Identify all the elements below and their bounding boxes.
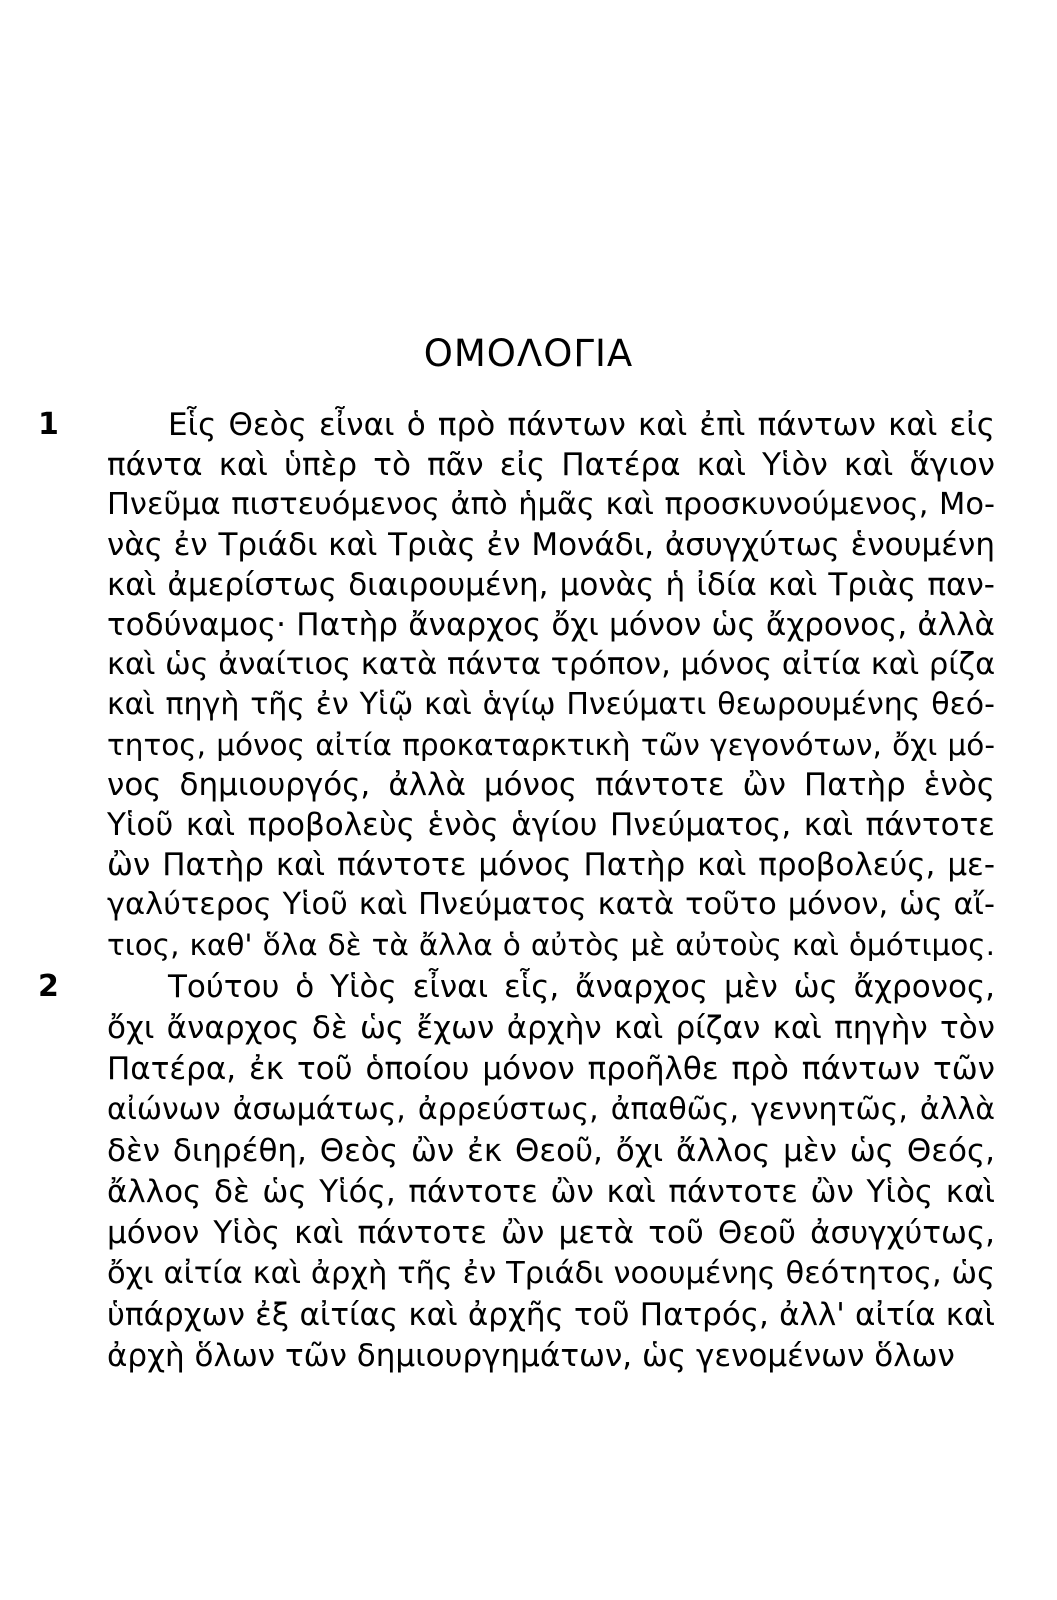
text-line: δὲν διηρέθη, Θεὸς ὢν ἐκ Θεοῦ, ὄχι ἄλλος μὲν ὡς Θεός, — [107, 1133, 995, 1169]
text-line: Τούτου ὁ Υἱὸς εἶναι εἷς, ἄναρχος μὲν ὡς ἄχρονος, — [168, 969, 995, 1005]
text-line: Υἱοῦ καὶ προβολεὺς ἑνὸς ἁγίου Πνεύματος, καὶ πάντοτε — [107, 807, 995, 843]
text-line: νος δημιουργός, ἀλλὰ μόνος πάντοτε ὢν Πατὴρ ἑνὸς — [107, 767, 995, 803]
text-line: Πνεῦμα πιστευόμενος ἀπὸ ἡμᾶς καὶ προσκυνούμενος, Μο- — [107, 487, 995, 522]
text-line: ὢν Πατὴρ καὶ πάντοτε μόνος Πατὴρ καὶ προβολεύς, με- — [107, 847, 995, 883]
text-line: ὄχι αἰτία καὶ ἀρχὴ τῆς ἐν Τριάδι νοουμένης θεότητος, ὡς — [107, 1256, 995, 1291]
text-line: τιος, καθ' ὅλα δὲ τὰ ἄλλα ὁ αὐτὸς μὲ αὐτοὺς καὶ ὁμότιμος. — [107, 928, 995, 962]
text-line: αἰώνων ἀσωμάτως, ἀρρεύστως, ἀπαθῶς, γεννητῶς, ἀλλὰ — [107, 1092, 995, 1127]
text-line: τητος, μόνος αἰτία προκαταρκτικὴ τῶν γεγονότων, ὄχι μό- — [107, 728, 995, 762]
text-line: γαλύτερος Υἱοῦ καὶ Πνεύματος κατὰ τοῦτο μόνον, ὡς αἴ- — [107, 887, 995, 922]
text-line: Πατέρα, ἐκ τοῦ ὁποίου μόνον προῆλθε πρὸ πάντων τῶν — [107, 1051, 995, 1087]
text-line: πάντα καὶ ὑπὲρ τὸ πᾶν εἰς Πατέρα καὶ Υἱὸν καὶ ἅγιον — [107, 447, 995, 483]
text-line: Εἷς Θεὸς εἶναι ὁ πρὸ πάντων καὶ ἐπὶ πάντων καὶ εἰς — [168, 407, 995, 443]
text-line: νὰς ἐν Τριάδι καὶ Τριὰς ἐν Μονάδι, ἀσυγχύτως ἑνουμένη — [107, 527, 995, 563]
text-line: καὶ ὡς ἀναίτιος κατὰ πάντα τρόπον, μόνος αἰτία καὶ ρίζα — [107, 647, 996, 682]
paragraph-number: 2 — [38, 969, 59, 1004]
text-line: καὶ πηγὴ τῆς ἐν Υἱῷ καὶ ἁγίῳ Πνεύματι θεωρουμένης θεό- — [107, 687, 995, 722]
text-line: ἀρχὴ ὅλων τῶν δημιουργημάτων, ὡς γενομένων ὅλων — [107, 1338, 955, 1374]
paragraph-number: 1 — [38, 407, 59, 442]
page-title: ΟΜΟΛΟΓΙΑ — [423, 332, 634, 375]
text-line: ὑπάρχων ἐξ αἰτίας καὶ ἀρχῆς τοῦ Πατρός, ἀλλ' αἰτία καὶ — [107, 1297, 995, 1333]
text-line: τοδύναμος· Πατὴρ ἄναρχος ὄχι μόνον ὡς ἄχρονος, ἀλλὰ — [107, 607, 995, 643]
text-line: μόνον Υἱὸς καὶ πάντοτε ὢν μετὰ τοῦ Θεοῦ ἀσυγχύτως, — [107, 1215, 995, 1251]
text-line: καὶ ἀμερίστως διαιρουμένη, μονὰς ἡ ἰδία καὶ Τριὰς παν- — [107, 567, 995, 603]
text-line: ἄλλος δὲ ὡς Υἱός, πάντοτε ὢν καὶ πάντοτε ὢν Υἱὸς καὶ — [107, 1174, 995, 1210]
text-line: ὄχι ἄναρχος δὲ ὡς ἔχων ἀρχὴν καὶ ρίζαν καὶ πηγὴν τὸν — [107, 1010, 995, 1046]
